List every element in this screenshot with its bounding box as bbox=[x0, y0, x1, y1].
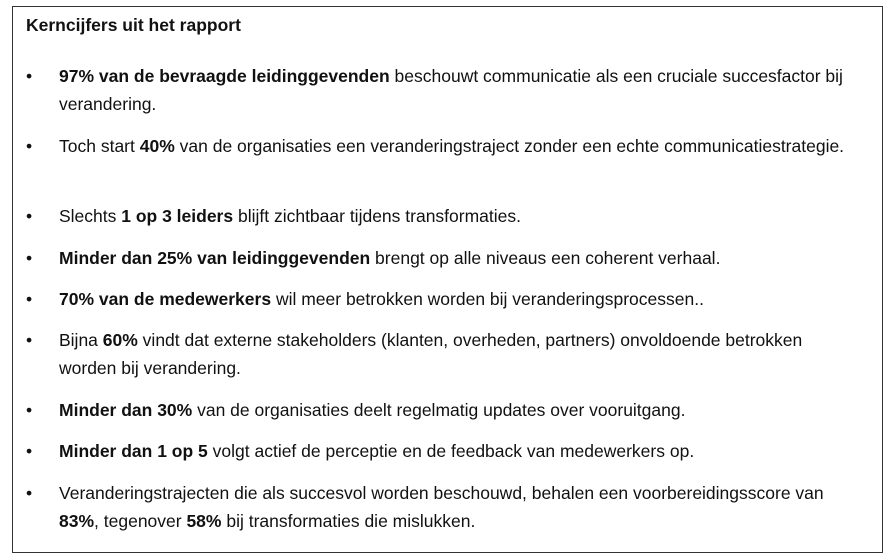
item-emphasis: 40% bbox=[139, 136, 175, 156]
bullet-dot: • bbox=[26, 330, 33, 350]
bullet-dot: • bbox=[26, 400, 33, 420]
item-text-part: van de organisaties een veranderingstraject zonder een echte communicatiestrategie. bbox=[174, 136, 845, 156]
item-text-part: volgt actief de perceptie en de feedback van medewerkers op. bbox=[207, 441, 695, 461]
item-text-part: vindt dat externe stakeholders (klanten, overheden, partners) onvoldoende betrokken worden bij verandering. bbox=[59, 330, 803, 378]
key-figures-list bbox=[13, 7, 882, 552]
item-text-part: van de organisaties deelt regelmatig updates over vooruitgang. bbox=[192, 400, 686, 420]
bullet-dot: • bbox=[26, 248, 33, 268]
bullet-dot: • bbox=[26, 136, 33, 156]
section-title: Kerncijfers uit het rapport bbox=[26, 15, 241, 35]
bullet-dot: • bbox=[26, 66, 33, 86]
item-emphasis: 97% van de bevraagde leidinggevenden bbox=[59, 66, 390, 86]
bullet-dot: • bbox=[26, 483, 33, 503]
item-text bbox=[59, 326, 849, 382]
item-text-part: beschouwt communicatie als een cruciale succesfactor bij verandering. bbox=[59, 66, 843, 114]
item-emphasis: 1 op 3 leiders bbox=[121, 206, 234, 226]
item-emphasis: Minder dan 1 op 5 bbox=[59, 441, 208, 461]
item-text-part: Slechts bbox=[59, 206, 122, 226]
item-text bbox=[59, 244, 849, 272]
item-text-part: blijft zichtbaar tijdens transformaties. bbox=[233, 206, 522, 226]
item-emphasis: 83% bbox=[59, 511, 95, 531]
item-text bbox=[59, 437, 849, 465]
item-emphasis: 60% bbox=[102, 330, 138, 350]
item-emphasis: Minder dan 30% bbox=[59, 400, 193, 420]
item-emphasis: 58% bbox=[186, 511, 222, 531]
item-emphasis: Minder dan 25% van leidinggevenden bbox=[59, 248, 371, 268]
item-text-part: Bijna bbox=[59, 330, 103, 350]
item-text-part: Toch start bbox=[59, 136, 140, 156]
item-text bbox=[59, 62, 849, 118]
bullet-dot: • bbox=[26, 206, 33, 226]
item-text-part: , tegenover bbox=[94, 511, 187, 531]
item-text bbox=[59, 285, 849, 313]
item-text-part: bij transformaties die mislukken. bbox=[221, 511, 476, 531]
item-text bbox=[59, 202, 849, 230]
item-text-part: brengt op alle niveaus een coherent verhaal. bbox=[370, 248, 721, 268]
item-text-part: wil meer betrokken worden bij veranderingsprocessen.. bbox=[271, 289, 704, 309]
bullet-dot: • bbox=[26, 289, 33, 309]
item-text bbox=[59, 479, 849, 535]
bullet-dot: • bbox=[26, 441, 33, 461]
key-figures-box bbox=[12, 6, 883, 553]
item-text-part: Veranderingstrajecten die als succesvol worden beschouwd, behalen een voorbereidingsscore van bbox=[59, 483, 824, 503]
item-text bbox=[59, 396, 849, 424]
item-emphasis: 70% van de medewerkers bbox=[59, 289, 272, 309]
item-text bbox=[59, 132, 849, 160]
